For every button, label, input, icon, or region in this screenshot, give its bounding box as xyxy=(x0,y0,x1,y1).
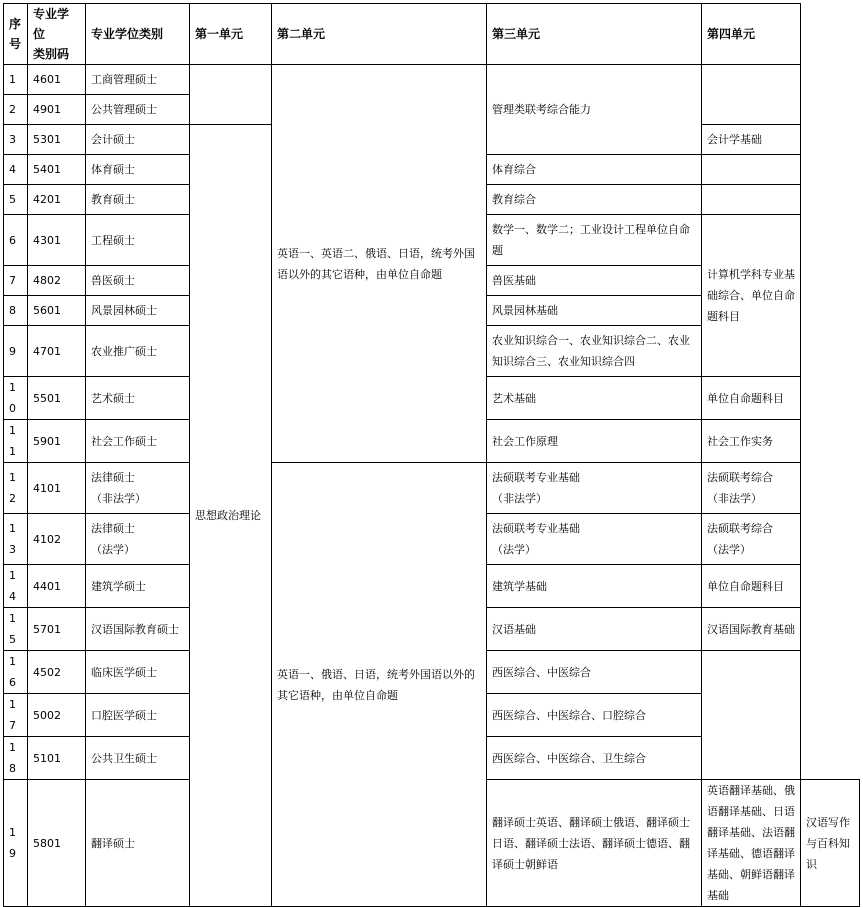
cell-seq: 10 xyxy=(4,377,28,420)
cell-seq: 14 xyxy=(4,565,28,608)
cell-name: 工程硕士 xyxy=(86,215,190,266)
cell-code: 5002 xyxy=(28,694,86,737)
cell-name: 教育硕士 xyxy=(86,185,190,215)
cell-unit3-translation: 英语翻译基础、俄语翻译基础、日语翻译基础、法语翻译基础、德语翻译基础、朝鲜语翻译基础 xyxy=(702,780,801,907)
cell-unit3-art: 艺术基础 xyxy=(487,377,702,420)
cell-seq: 8 xyxy=(4,296,28,326)
cell-name: 翻译硕士 xyxy=(86,780,190,907)
cell-code: 4101 xyxy=(28,463,86,514)
cell-unit3-management: 管理类联考综合能力 xyxy=(487,65,702,155)
cell-code: 5701 xyxy=(28,608,86,651)
header-row xyxy=(4,4,860,65)
cell-code: 5401 xyxy=(28,155,86,185)
cell-seq: 9 xyxy=(4,326,28,377)
cell-seq: 5 xyxy=(4,185,28,215)
cell-unit4-law-law: 法硕联考综合 （法学） xyxy=(702,514,801,565)
cell-code: 4301 xyxy=(28,215,86,266)
cell-unit4-empty xyxy=(702,155,801,185)
cell-name: 风景园林硕士 xyxy=(86,296,190,326)
table-row xyxy=(4,463,860,514)
cell-unit2-group-a: 英语一、英语二、俄语、日语，统考外国语以外的其它语种，由单位自命题 xyxy=(272,65,487,463)
cell-name: 工商管理硕士 xyxy=(86,65,190,95)
header-name: 专业学位类别 xyxy=(86,4,190,65)
cell-unit2-translation: 翻译硕士英语、翻译硕士俄语、翻译硕士日语、翻译硕士法语、翻译硕士德语、翻译硕士朝鲜语 xyxy=(487,780,702,907)
cell-code: 5901 xyxy=(28,420,86,463)
cell-name: 兽医硕士 xyxy=(86,266,190,296)
cell-code: 4201 xyxy=(28,185,86,215)
cell-name: 社会工作硕士 xyxy=(86,420,190,463)
cell-unit4-computer: 计算机学科专业基础综合、单位自命题科目 xyxy=(702,215,801,377)
cell-name: 汉语国际教育硕士 xyxy=(86,608,190,651)
cell-unit3-agriculture: 农业知识综合一、农业知识综合二、农业知识综合三、农业知识综合四 xyxy=(487,326,702,377)
header-unit4: 第四单元 xyxy=(702,4,801,65)
cell-name: 建筑学硕士 xyxy=(86,565,190,608)
header-unit2: 第二单元 xyxy=(272,4,487,65)
cell-unit4-social-work: 社会工作实务 xyxy=(702,420,801,463)
cell-code: 4901 xyxy=(28,95,86,125)
cell-code: 5101 xyxy=(28,737,86,780)
cell-name: 农业推广硕士 xyxy=(86,326,190,377)
header-seq: 序 号 xyxy=(4,4,28,65)
cell-name: 法律硕士 （非法学） xyxy=(86,463,190,514)
cell-unit4-chinese: 汉语国际教育基础 xyxy=(702,608,801,651)
table-row xyxy=(4,65,860,95)
cell-unit3-veterinary: 兽医基础 xyxy=(487,266,702,296)
cell-seq: 1 xyxy=(4,65,28,95)
cell-seq: 18 xyxy=(4,737,28,780)
cell-unit3-law-nonlaw: 法硕联考专业基础 （非法学） xyxy=(487,463,702,514)
cell-unit3-sports: 体育综合 xyxy=(487,155,702,185)
cell-unit3-chinese: 汉语基础 xyxy=(487,608,702,651)
cell-seq: 4 xyxy=(4,155,28,185)
cell-name: 公共管理硕士 xyxy=(86,95,190,125)
cell-seq: 12 xyxy=(4,463,28,514)
cell-seq: 6 xyxy=(4,215,28,266)
cell-unit2-group-b: 英语一、俄语、日语，统考外国语以外的其它语种，由单位自命题 xyxy=(272,463,487,907)
cell-unit3-clinical: 西医综合、中医综合 xyxy=(487,651,702,694)
cell-unit3-engineering: 数学一、数学二；工业设计工程单位自命题 xyxy=(487,215,702,266)
cell-unit4-empty xyxy=(702,651,801,780)
cell-name: 公共卫生硕士 xyxy=(86,737,190,780)
cell-name: 会计硕士 xyxy=(86,125,190,155)
cell-seq: 2 xyxy=(4,95,28,125)
cell-seq: 3 xyxy=(4,125,28,155)
cell-name: 体育硕士 xyxy=(86,155,190,185)
cell-unit4-law-nonlaw: 法硕联考综合 （非法学） xyxy=(702,463,801,514)
header-unit3: 第三单元 xyxy=(487,4,702,65)
cell-seq: 7 xyxy=(4,266,28,296)
cell-seq: 13 xyxy=(4,514,28,565)
cell-seq: 11 xyxy=(4,420,28,463)
cell-name: 艺术硕士 xyxy=(86,377,190,420)
cell-unit1-empty xyxy=(190,65,272,125)
cell-unit3-education: 教育综合 xyxy=(487,185,702,215)
cell-seq: 16 xyxy=(4,651,28,694)
cell-code: 5801 xyxy=(28,780,86,907)
header-code: 专业学位 类别码 xyxy=(28,4,86,65)
cell-code: 4401 xyxy=(28,565,86,608)
cell-unit3-public-health: 西医综合、中医综合、卫生综合 xyxy=(487,737,702,780)
exam-subjects-table xyxy=(3,3,860,907)
cell-unit4-empty xyxy=(702,65,801,125)
cell-seq: 17 xyxy=(4,694,28,737)
cell-unit3-law-law: 法硕联考专业基础 （法学） xyxy=(487,514,702,565)
cell-code: 5501 xyxy=(28,377,86,420)
cell-code: 5301 xyxy=(28,125,86,155)
cell-unit1-politics: 思想政治理论 xyxy=(190,125,272,907)
header-unit1: 第一单元 xyxy=(190,4,272,65)
cell-unit4-translation: 汉语写作与百科知识 xyxy=(801,780,860,907)
cell-unit4-empty xyxy=(702,185,801,215)
cell-unit4-architecture: 单位自命题科目 xyxy=(702,565,801,608)
cell-unit3-architecture: 建筑学基础 xyxy=(487,565,702,608)
cell-code: 4102 xyxy=(28,514,86,565)
cell-unit4-accounting: 会计学基础 xyxy=(702,125,801,155)
cell-seq: 15 xyxy=(4,608,28,651)
cell-code: 4601 xyxy=(28,65,86,95)
cell-unit3-social-work: 社会工作原理 xyxy=(487,420,702,463)
cell-name: 临床医学硕士 xyxy=(86,651,190,694)
cell-code: 5601 xyxy=(28,296,86,326)
cell-name: 法律硕士 （法学） xyxy=(86,514,190,565)
cell-code: 4701 xyxy=(28,326,86,377)
cell-code: 4502 xyxy=(28,651,86,694)
cell-unit3-landscape: 风景园林基础 xyxy=(487,296,702,326)
cell-unit4-self-set: 单位自命题科目 xyxy=(702,377,801,420)
cell-name: 口腔医学硕士 xyxy=(86,694,190,737)
cell-seq: 19 xyxy=(4,780,28,907)
cell-code: 4802 xyxy=(28,266,86,296)
cell-unit3-dental: 西医综合、中医综合、口腔综合 xyxy=(487,694,702,737)
